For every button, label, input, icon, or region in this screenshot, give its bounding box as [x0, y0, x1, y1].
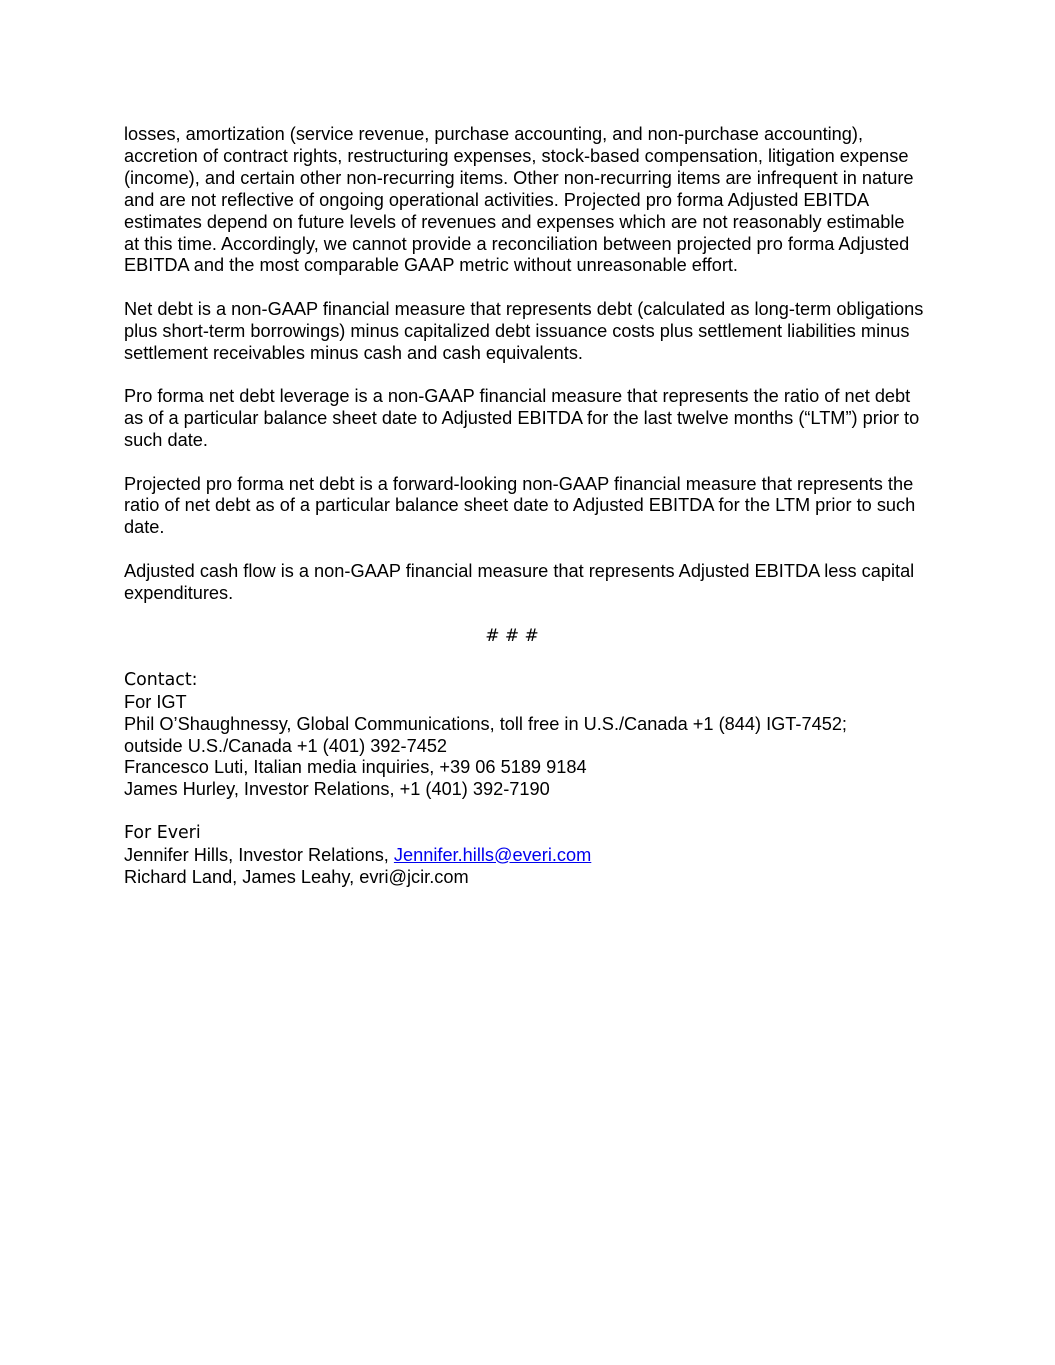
contact-igt-block — [124, 670, 924, 801]
contact-phil-line-2: outside U.S./Canada +1 (401) 392-7452 — [124, 735, 448, 756]
contact-james-hurley: James Hurley, Investor Relations, +1 (401) 392-7190 — [124, 779, 550, 800]
section-separator: # # # — [485, 626, 539, 647]
contact-heading: Contact: — [124, 669, 198, 690]
contact-phil-line-1: Phil O’Shaughnessy, Global Communications, toll free in U.S./Canada +1 (844) IGT-7452; — [124, 713, 847, 734]
paragraph-net-debt: Net debt is a non-GAAP financial measure that represents debt (calculated as long-term obligations plus short-term borrowings) minus capitalized debt issuance costs plus settlement liabilities minus settlement receivables minus cash and cash equivalents. — [124, 298, 924, 363]
paragraph-adjusted-cash-flow: Adjusted cash flow is a non-GAAP financial measure that represents Adjusted EBITDA less capital expenditures. — [124, 560, 915, 603]
contact-jennifer-prefix: Jennifer Hills, Investor Relations, — [124, 844, 394, 865]
document-page — [124, 124, 924, 910]
contact-jennifer-hills — [124, 845, 924, 867]
igt-heading: For IGT — [124, 691, 187, 712]
contact-francesco: Francesco Luti, Italian media inquiries, +39 06 5189 9184 — [124, 757, 587, 778]
paragraph-adjusted-ebitda-continued: losses, amortization (service revenue, purchase accounting, and non-purchase accounting), accretion of contract rights, restructuring expenses, stock-based compensation, litigation expense (income), and certain other non-recurring items. Other non-recurring items are infrequent in nature and are not reflective of ongoing operational activities. Projected pro forma Adjusted EBITDA estimates depend on future levels of revenues and expenses which are not reasonably estimable at this time. Accordingly, we cannot provide a reconciliation between projected pro forma Adjusted EBITDA and the most comparable GAAP metric without unreasonable effort. — [124, 124, 914, 276]
contact-richard-land: Richard Land, James Leahy, evri@jcir.com — [124, 866, 469, 887]
paragraph-pro-forma-net-debt-leverage: Pro forma net debt leverage is a non-GAAP financial measure that represents the ratio of net debt as of a particular balance sheet date to Adjusted EBITDA for the last twelve months (“LTM”) prior to such date. — [124, 386, 920, 451]
contact-everi-block — [124, 823, 924, 889]
jennifer-email-link[interactable]: Jennifer.hills@everi.com — [393, 844, 592, 865]
everi-heading: For Everi — [124, 822, 201, 843]
paragraph-projected-pro-forma-net-debt: Projected pro forma net debt is a forward-looking non-GAAP financial measure that represents the ratio of net debt as of a particular balance sheet date to Adjusted EBITDA for the LTM prior to such date. — [124, 473, 916, 538]
